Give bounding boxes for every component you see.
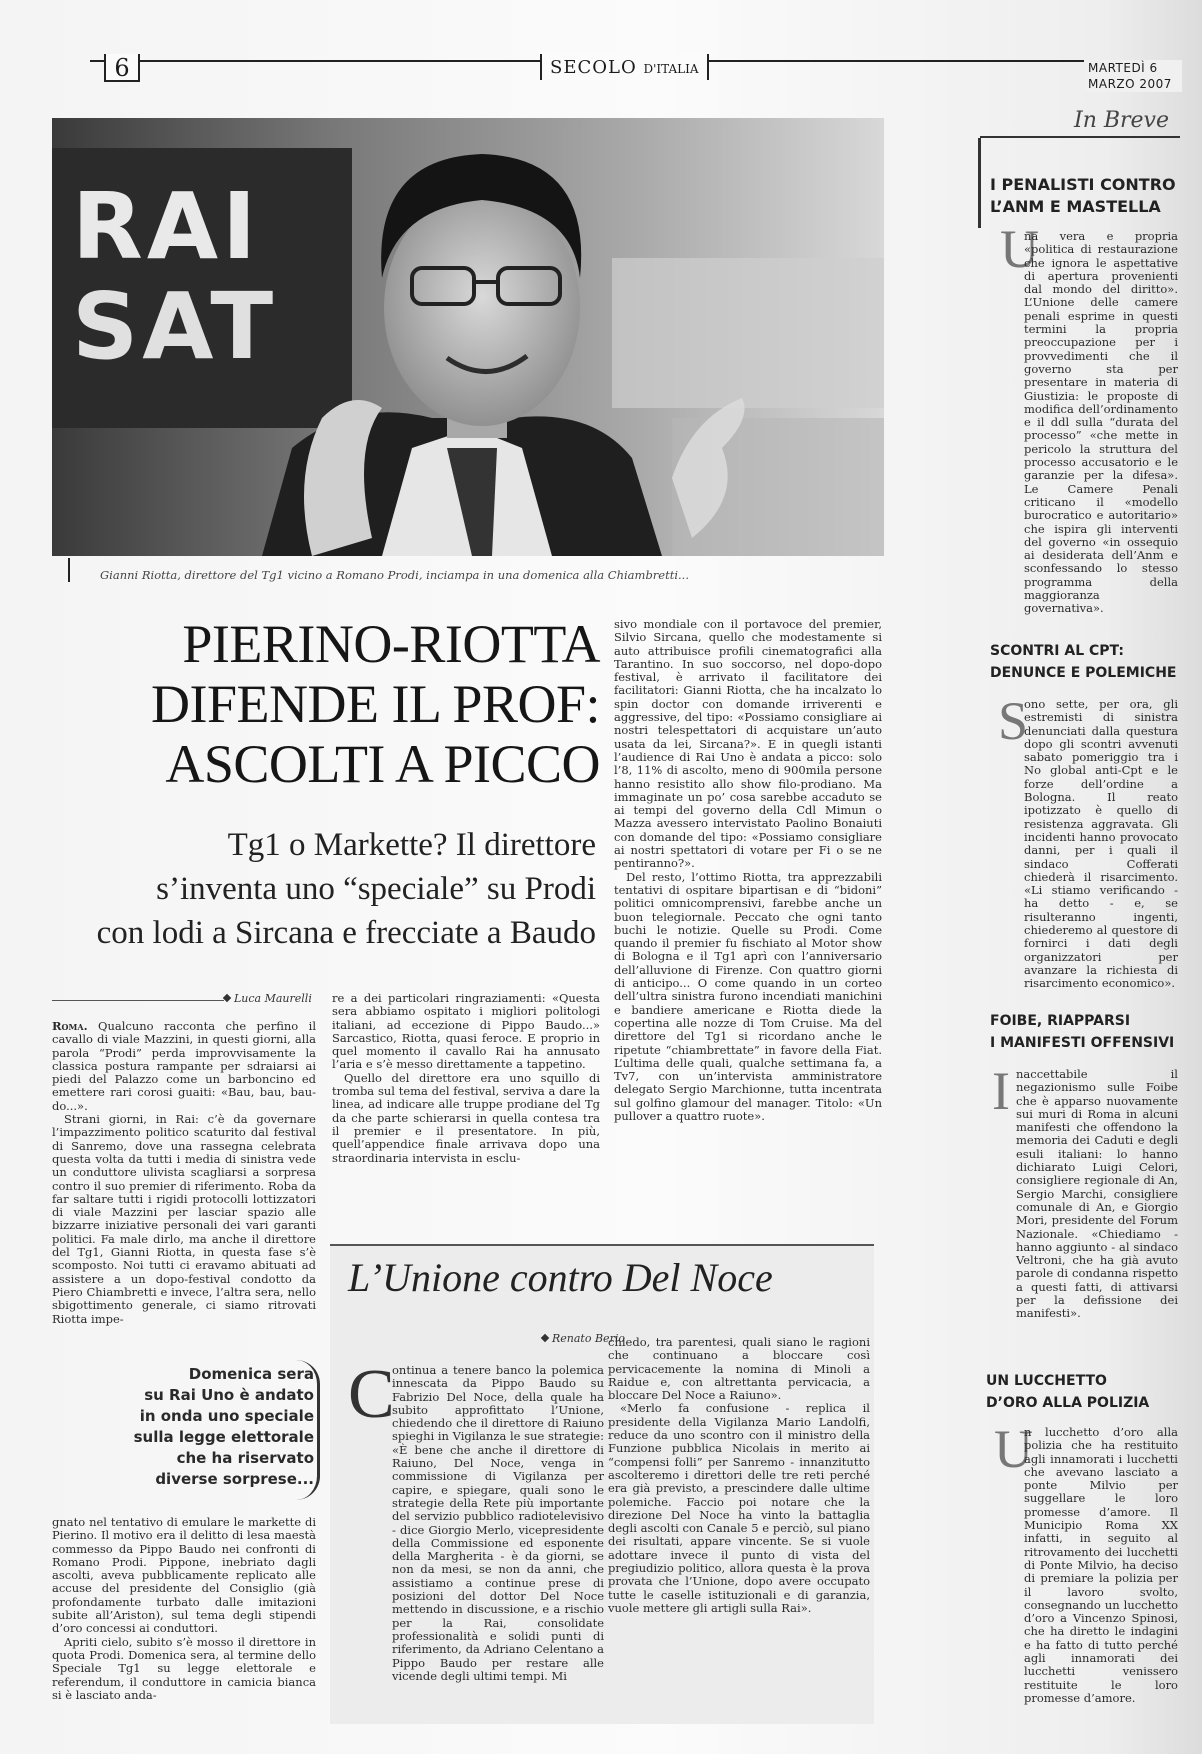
brief-dropcap: U	[1000, 219, 1039, 279]
article-paragraph: Apriti cielo, subito s’è mosso il direttore in quota Prodi. Domenica sera, al termine dello Speciale Tg1 su legge elettorale e referendum, il conduttore in camicia bianca si è lasciato anda-	[52, 1634, 316, 1702]
boxed-article-column-2	[608, 1336, 870, 1700]
headline-line-2: DIFENDE IL PROF:	[150, 674, 600, 734]
brief-title	[990, 1010, 1174, 1054]
article-column-3	[614, 618, 882, 1176]
brief-paragraph: na vera e propria «politica di restaurazione che ignora le aspettative di apertura provenienti dal mondo del diritto». L’Unione delle camere penali esprime in questi termini la propria preoccupazione per i provvedimenti che il governo sta per presentare in materia di Giustizia: le proposte di modifica dell’ordinamento e il ddl sulla “durata del processo” «che mette in pericolo la struttura del processo accusatorio e le garanzie per la difesa». Le Camere Penali criticano il «modello burocratico e autoritario» che ispira gli interventi del governo «in ossequio ai desiderata dell’Anm e sconfessando lo stesso programma della maggioranza governativa».	[1024, 229, 1178, 616]
newspaper-name-suffix: D'ITALIA	[643, 62, 699, 76]
sidebar-section-title: In Breve	[1074, 108, 1170, 133]
brief-title-line: DENUNCE E POLEMICHE	[990, 665, 1177, 681]
photo-caption: Gianni Riotta, direttore del Tg1 vicino a Romano Prodi, inciampa in una domenica alla Chiambretti...	[100, 568, 689, 582]
article-paragraph: re a dei particolari ringraziamenti: «Questa sera abbiamo ospitato i migliori politologi italiani, ad eccezione di Pippo Baudo...» Sarcastico, Riotta, quasi feroce. E proprio in quel momento il cavallo Rai ha annusato l’aria e s’è messo direttamente a tappetino.	[332, 991, 600, 1072]
brief-dropcap: I	[992, 1061, 1010, 1121]
article-headline	[90, 614, 600, 794]
subhead-line-2: s’inventa uno “speciale” su Prodi	[156, 871, 596, 907]
brief-dropcap: S	[998, 691, 1029, 751]
brief-text	[990, 698, 1178, 994]
article-paragraph: Strani giorni, in Rai: c’è da governare l’impazzimento politico scaturito dal festival di Sanremo, dove una rassegna celebrata questa volta da tutti i media di sinistra vede un conduttore ulivista scagliarsi a sorpresa contro il suo premier di riferimento. Roba da far saltare tutti i rigidi protocolli lottizzatori di viale Mazzini per lasciar spazio alle bizzarre iniziative personali dei vari garanti politici. Fa male dirlo, ma anche il direttore del Tg1, Gianni Riotta, in questa fase s’è scomposto. Noi tutti ci eravamo abituati ad assistere a un dopo-festival condotto da Piero Chiambretti e invece, l’altra sera, nello sbigottimento generale, ci siamo ritrovati Riotta impe-	[52, 1112, 316, 1326]
author-name: Luca Maurelli	[234, 992, 312, 1005]
caption-marker	[68, 558, 70, 582]
brief-paragraph: ono sette, per ora, gli estremisti di sinistra denunciati dalla questura dopo gli scontri avvenuti sabato pomeriggio tra i No global anti-Cpt e le forze dell’ordine a Bologna. Il reato ipotizzato è quello di resistenza aggravata. Gli incidenti hanno provocato danni, per i quali il sindaco Cofferati chiederà il risarcimento. «Li stiamo verificando - ha detto - e, se risulteranno ingenti, chiederemo al questore di fornirci i dati degli organizzatori per avanzare la richiesta di risarcimento economico».	[1024, 697, 1178, 991]
article-column-1-continued	[52, 1515, 316, 1702]
article-paragraph: Quello del direttore era uno squillo di tromba sul tema del festival, serviva a dare la linea, ad indicare alle truppe prodiane del Tg da che parte schierarsi in quella contesa tra il premier e il presentatore. In più, quell’appendice finale arrivava dopo una straordinaria intervista in esclu-	[332, 1070, 600, 1165]
article-paragraph	[52, 1020, 316, 1113]
article-paragraph: gnato nel tentativo di emulare le markette di Pierino. Il motivo era il delitto di lesa maestà commesso da Pippo Baudo nei confronti di Romano Prodi. Pippone, inebriato dagli ascolti, aveva pubblicamente replicato alle accuse del presidente del Consiglio (già profondamente turbato dalle imitazioni subite all’Ariston), sul tema degli stipendi d’oro concessi ai conduttori.	[52, 1515, 316, 1636]
boxed-article-column-1	[348, 1364, 604, 1700]
diamond-icon	[541, 1334, 549, 1342]
article-byline	[224, 992, 312, 1005]
page-number: 6	[104, 54, 140, 82]
brief-title-line: I PENALISTI CONTRO	[990, 175, 1176, 194]
article-column-1	[52, 1020, 316, 1340]
pull-quote	[110, 1364, 314, 1490]
byline-rule	[52, 1000, 224, 1001]
diamond-icon	[223, 994, 231, 1002]
dateline: Roma.	[52, 1019, 88, 1033]
page-header	[50, 54, 1182, 91]
brief-text	[990, 1425, 1178, 1705]
photo-illustration	[52, 118, 884, 556]
article-paragraph: chiedo, tra parentesi, quali siano le ragioni che continuano a bloccare così pervicacemente la nomina di Minoli a Raidue e, con altrettanta pervicacia, a bloccare Del Noce a Raiuno».	[608, 1335, 870, 1403]
headline-line-1: PIERINO-RIOTTA	[182, 614, 600, 674]
pull-quote-line: Domenica sera	[188, 1365, 314, 1383]
sidebar-rule	[980, 136, 1180, 138]
article-subheadline	[40, 823, 596, 955]
boxed-article-title: L’Unione contro Del Noce	[348, 1255, 773, 1300]
headline-line-3: ASCOLTI A PICCO	[165, 734, 600, 794]
paragraph-text: Qualcuno racconta che perfino il cavallo di viale Mazzini, in questi giorni, alla parola “Prodi” perda improvvisamente la classica postura rampante per sdraiarsi ai piedi del Palazzo come un barboncino ed emettere rari corosi guaiti: «Bau, bau, bau-do...».	[52, 1019, 317, 1113]
pull-quote-line: diverse sorprese...	[155, 1470, 314, 1488]
pull-quote-line: sulla legge elettorale	[133, 1428, 314, 1446]
boxed-article-dropcap: C	[348, 1356, 395, 1433]
brief-paragraph: naccettabile il negazionismo sulle Foibe che è apparso nuovamente sui muri di Roma in alcuni manifesti che offendono la memoria dei Caduti e degli esuli italiani: lo hanno dichiarato Luigi Celori, consigliere regionale di An, Sergio Marchi, consigliere comunale di An, e Giorgio Mori, presidente del Forum Nazionale. «Chiediamo - hanno aggiunto - al sindaco Veltroni, che ha già avuto parole di condanna rispetto a questi fatti, di attivarsi per la defissione dei manifesti».	[1016, 1067, 1178, 1321]
brief-paragraph: n lucchetto d’oro alla polizia che ha restituito agli innamorati i lucchetti che avevano lasciato a ponte Milvio per suggellare le loro promesse d’amore. Il Municipio Roma XX infatti, in seguito al ritrovamento dei lucchetti di Ponte Milvio, ha deciso di premiare la polizia per il lavoro svolto, consegnando un lucchetto d’oro a Vincenzo Spinosi, che ha diretto le indagini e ha fatto di tutto perché agli innamorati dei lucchetti venissero restituite le loro promesse d’amore.	[1024, 1425, 1178, 1705]
brief-title-line: UN LUCCHETTO	[986, 1373, 1107, 1389]
article-photo	[52, 118, 884, 556]
brief-title-line: D’ORO ALLA POLIZIA	[986, 1395, 1150, 1411]
article-paragraph: ontinua a tenere banco la polemica innescata da Pippo Baudo su Fabrizio Del Noce, della quale ha subito approfittato l’Unione, chiedendo che il direttore di Raiuno spieghi in Vigilanza le sue strategie: «È bene che anche il direttore di Raiuno, Del Noce, venga in commissione di Vigilanza per capire, e spiegare, quali sono le strategie della Rete più importante del servizio pubblico radiotelevisivo - dice Giorgio Merlo, vicepresidente della Commissione ed esponente della Margherita - è da giorni, se non da mesi, se non da anni, che assistiamo a continue prese di posizioni del dottor Del Noce mettendo in discussione, e a rischio per la Rai, consolidate professionalità e solidi punti di riferimento, da Adriano Celentano a Pippo Baudo per restare alle vicende degli ultimi tempi. Mi	[392, 1363, 604, 1683]
brief-title-line: L’ANM E MASTELLA	[990, 197, 1161, 216]
subhead-line-3: con lodi a Sircana e frecciate a Baudo	[96, 915, 596, 951]
newspaper-name	[540, 54, 709, 80]
brief-dropcap: U	[994, 1419, 1033, 1479]
brief-title	[990, 640, 1176, 684]
subhead-line-1: Tg1 o Markette? Il direttore	[227, 827, 596, 863]
article-paragraph: Del resto, l’ottimo Riotta, tra apprezzabili tentativi di ospitare bipartisan e di “bidoni” politici omnicomprensivi, farebbe anche un buon telegiornale. Peccato che ogni tanto buchi le notizie. Quelle su Prodi. Come quando il premier fu fischiato al Motor show di Bologna e il Tg1 aprì con l’anniversario dell’alluvione di Firenze. Con quattro giorni di anticipo... O come quando in un corteo dell’ultra sinistra furono incendiati manichini e bandiere americane e Riotta diede la copertina alle nozze di Tom Cruise. Ma del direttore del Tg1 si ricordano anche le ripetute “chiambrettate” in favore della Fiat. L’ultima delle quali, qualche settimana fa, a Tv7, con un’intervista amministratore delegato Sergio Marchionne, tutta incentrata sul golfino glamour del manager. Titolo: «Un pullover a quattro ruote».	[614, 869, 882, 1123]
boxed-article-rule	[330, 1244, 874, 1246]
brief-title	[986, 1370, 1149, 1414]
brief-text	[990, 230, 1178, 616]
article-paragraph: sivo mondiale con il portavoce del premier, Silvio Sircana, quello che modestamente si auto attribuisce profili cinematografici alla Tarantino. In suo soccorso, nel dopo-dopo festival, è arrivato il facilitatore dei facilitatori: Gianni Riotta, che ha incalzato lo spin doctor con domande irriverenti e aggressive, del tipo: «Possiamo consigliare ai nostri telespettatori di acquistare un’auto usata da lei, Sircana?». E in quegli istanti l’audience di Rai Uno è andata a picco: solo l’8, 11% di ascolto, meno di 900mila persone hanno resistito allo show filo-prodiano. Ma immaginate un po’ cosa sarebbe accaduto se ai tempi del governo della Cdl Mimun o Mazza avessero intervistato Paolino Bonaiuti con domande del tipo: «Possiamo consigliare ai nostri spettatori di votare per Fi o se ne pentiranno?».	[614, 617, 882, 871]
pull-quote-line: su Rai Uno è andato	[144, 1386, 314, 1404]
sidebar-bracket	[978, 138, 981, 228]
photo-sign-text-2: SAT	[72, 273, 278, 380]
pull-quote-line: in onda uno speciale	[139, 1407, 314, 1425]
brief-title-line: I MANIFESTI OFFENSIVI	[990, 1035, 1175, 1051]
photo-sign-text-1: RAI	[72, 173, 261, 280]
brief-text	[990, 1068, 1178, 1350]
boxed-author-name: Renato Berio	[552, 1332, 625, 1345]
brief-title-line: SCONTRI AL CPT:	[990, 643, 1124, 659]
pull-quote-line: che ha riservato	[176, 1449, 314, 1467]
article-column-2	[332, 992, 600, 1172]
newspaper-name-main: SECOLO	[550, 57, 637, 78]
brief-title-line: FOIBE, RIAPPARSI	[990, 1013, 1131, 1029]
pull-quote-bracket	[296, 1360, 320, 1500]
brief-title	[990, 174, 1176, 218]
article-paragraph: «Merlo fa confusione - replica il presidente della Vigilanza Mario Landolfi, reduce da uno scontro con il ministro della Funzione pubblica Nicolais in merito ai “compensi folli” per Sanremo - innanzitutto ascolteremo i direttori delle tre reti perché era già previsto, a prescindere dalle ultime polemiche. Faccio poi notare che la direzione Del Noce ha vinto la battaglia degli ascolti con Canale 5 e perciò, sul piano dei risultati, appare vincente. Se si vuole adottare invece il punto di vista del pregiudizio politico, allora questa è la prova provata che l’Unione, dopo avere occupato tutte le caselle istituzionali e di garanzia, vuole mettere gli artigli sulla Rai».	[608, 1401, 870, 1615]
issue-date: MARTEDÌ 6 MARZO 2007	[1084, 60, 1182, 92]
